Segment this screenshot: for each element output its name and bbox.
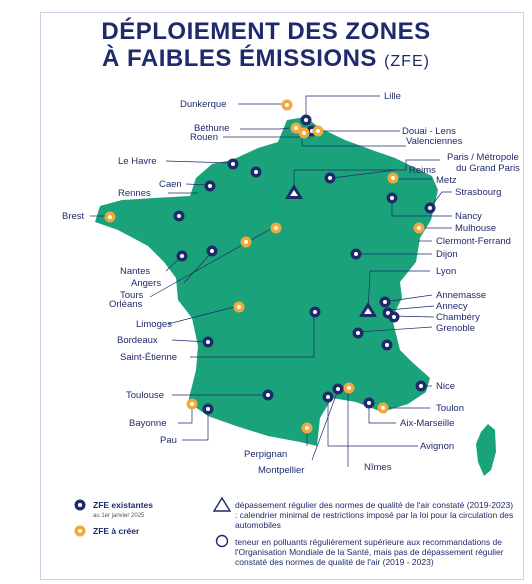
marker-metz: [388, 173, 399, 184]
marker-orleans: [271, 223, 282, 234]
marker-le-havre: [228, 159, 239, 170]
map-title-suffix: (ZFE): [384, 53, 430, 70]
marker-douai-lens: [299, 128, 310, 139]
label-clermont: Clermont-Ferrand: [436, 236, 511, 247]
marker-nimes: [344, 383, 355, 394]
label-bayonne: Bayonne: [129, 418, 167, 429]
marker-bordeaux: [203, 337, 214, 348]
label-toulouse: Toulouse: [126, 390, 165, 401]
label-aix-marseille: Aix-Marseille: [400, 418, 455, 429]
marker-lille: [301, 115, 312, 126]
marker-brest: [105, 212, 116, 223]
label-limoges: Limoges: [136, 319, 172, 330]
legend-create: [93, 526, 203, 536]
legend-existing-sub: au 1er janvier 2025: [93, 513, 145, 519]
marker-avignon: [323, 392, 334, 403]
marker-mulhouse: [414, 223, 425, 234]
marker-pau: [203, 404, 214, 415]
legend-circle-icon: [217, 536, 228, 547]
label-valenciennes: Valenciennes: [406, 136, 463, 147]
label-montpellier: Montpellier: [258, 465, 305, 476]
label-saint-etienne: Saint-Étienne: [120, 352, 178, 363]
label-reims: Reims: [409, 165, 436, 176]
label-nantes: Nantes: [120, 266, 151, 277]
legend-circle-text: teneur en polluants régulièrement supérieure aux recommandations de l'Organisation Mondiale de la Santé, mais pas de dépassement régulier constaté des normes de qualité de l'air (2019 - 2023): [235, 537, 504, 567]
marker-rouen-west: [251, 167, 262, 178]
label-annecy: Annecy: [436, 301, 468, 312]
marker-reims: [325, 173, 336, 184]
label-rouen: Rouen: [190, 132, 218, 143]
label-chambery: Chambéry: [436, 312, 480, 323]
marker-toulouse: [263, 390, 274, 401]
marker-dunkerque: [282, 100, 293, 111]
legend-existing: [93, 500, 203, 521]
marker-montpellier: [333, 384, 344, 395]
legend-create-label: ZFE à créer: [93, 526, 140, 536]
label-caen: Caen: [159, 179, 182, 190]
label-lille: Lille: [384, 91, 401, 102]
marker-tours: [241, 237, 252, 248]
label-perpignan: Perpignan: [244, 449, 288, 460]
legend-existing-label: ZFE existantes: [93, 500, 153, 510]
marker-nantes: [177, 251, 188, 262]
marker-rennes: [174, 211, 185, 222]
label-orleans: Orléans: [109, 299, 143, 310]
label-pau: Pau: [160, 435, 177, 446]
label-dijon: Dijon: [436, 249, 458, 260]
marker-chambery: [389, 312, 400, 323]
label-annemasse: Annemasse: [436, 290, 487, 301]
marker-toulon: [378, 403, 389, 414]
marker-strasbourg: [425, 203, 436, 214]
label-nancy: Nancy: [455, 211, 482, 222]
marker-aix-marseille: [364, 398, 375, 409]
label-nice: Nice: [436, 381, 456, 392]
marker-clermont: [310, 307, 321, 318]
corsica-shape: [476, 424, 496, 476]
marker-saint-etienne: [353, 328, 364, 339]
legend-triangle-icon: [214, 498, 230, 511]
label-mulhouse: Mulhouse: [455, 223, 497, 234]
marker-grenoble: [382, 340, 393, 351]
label-dunkerque: Dunkerque: [180, 99, 227, 110]
marker-nice: [416, 381, 427, 392]
marker-perpignan: [302, 423, 313, 434]
marker-dijon: [351, 249, 362, 260]
label-le-havre: Le Havre: [118, 156, 157, 167]
label-grenoble: Grenoble: [436, 323, 476, 334]
label-tours: Tours: [120, 290, 144, 301]
label-rennes: Rennes: [118, 188, 151, 199]
label-douai-lens: Douai - Lens: [402, 126, 456, 137]
label-bethune: Béthune: [194, 123, 230, 134]
legend-triangle-text: dépassement régulier des normes de qualité de l'air constaté (2019-2023) : calendrier minimal de restrictions imposé par la loi pour la circulation des automobiles: [235, 500, 514, 530]
label-nimes: Nîmes: [364, 462, 392, 473]
marker-limoges: [234, 302, 245, 313]
label-metz: Metz: [436, 175, 457, 186]
marker-caen: [205, 181, 216, 192]
marker-annemasse: [380, 297, 391, 308]
marker-bayonne: [187, 399, 198, 410]
label-paris: Paris / Métropole du Grand Paris: [447, 152, 520, 174]
legend-create-icon: [75, 526, 86, 537]
label-strasbourg: Strasbourg: [455, 187, 502, 198]
marker-valenciennes: [313, 126, 324, 137]
label-bordeaux: Bordeaux: [117, 335, 158, 346]
marker-angers: [207, 246, 218, 257]
label-lyon: Lyon: [436, 266, 457, 277]
marker-nancy: [387, 193, 398, 204]
label-angers: Angers: [131, 278, 162, 289]
legend-existing-icon: [75, 500, 86, 511]
label-avignon: Avignon: [420, 441, 455, 452]
label-brest: Brest: [62, 211, 85, 222]
map-title-line1: DÉPLOIEMENT DES ZONES: [101, 18, 431, 45]
map-title-main: À FAIBLES ÉMISSIONS: [102, 45, 377, 72]
label-toulon: Toulon: [436, 403, 464, 414]
